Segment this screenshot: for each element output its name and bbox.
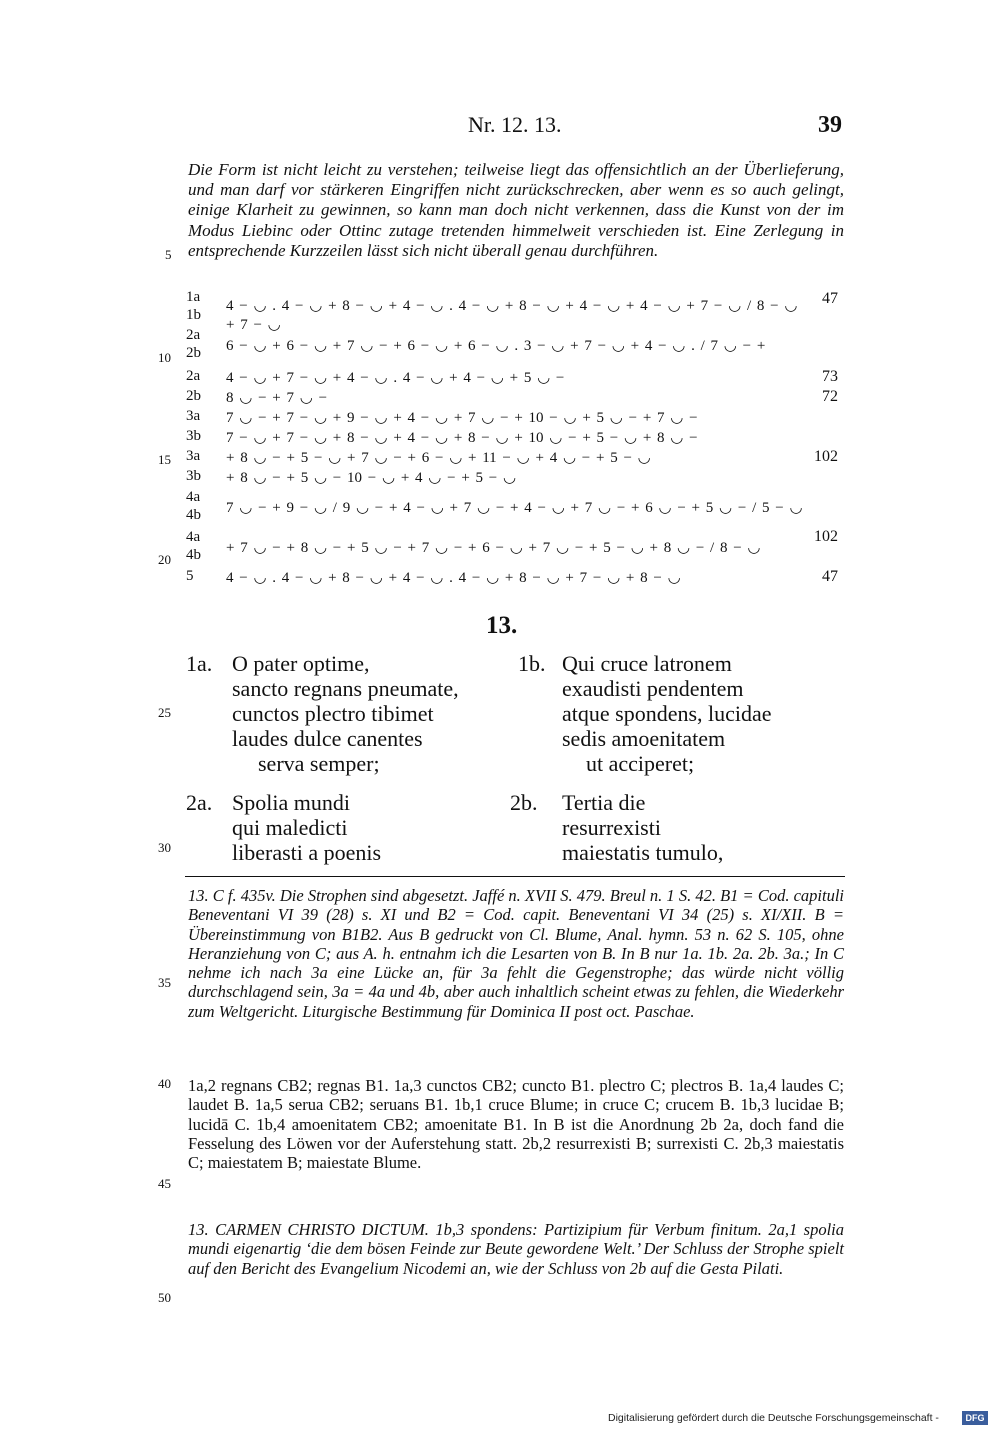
line-number: 20	[158, 552, 171, 567]
verse-line: maiestatis tumulo,	[562, 840, 724, 865]
apparatus-note: 13. C f. 435v. Die Strophen sind abgesetzt. Jaffé n. XVII S. 479. Breul n. 1 S. 42. B1 = Cod. capituli Beneventani VI 39 (28) s. XI und B2 = Cod. capit. Beneventani VI 34 (25) s. XI/XII. B = Übereinstimmung von B1B2. Aus B gedruckt von Cl. Blume, Anal. hymn. 53 n. 62 S. 105, ohne Heranziehung von C; aus A. h. entnahm ich die Lesarten von B. In B nur 1a. 1b. 2a. 2b. 3a.; In C nehme ich nach 3a eine Lücke an, für 3a fehlt die Gegenstrophe; das würde nicht völlig durchschlagend sein, 3a = 4a und 4b, aber auch inhaltlich scheint etwas zu fehlen, die Wiederkehr zum Weltgericht. Liturgische Bestimmung für Dominica II post oct. Paschae.	[188, 886, 844, 1021]
scheme-label: 2a	[186, 368, 201, 384]
stanza-mark: 1a.	[186, 651, 213, 676]
verse-line: exaudisti pendentem	[562, 676, 744, 701]
verse-line: atque spondens, lucidae	[562, 701, 772, 726]
scheme-count: 102	[814, 528, 838, 545]
section-number: 13.	[486, 612, 518, 639]
scheme-row: 7 − ◡ + 7 − ◡ + 8 − ◡ + 4 − ◡ + 8 − ◡ + 10 ◡ − + 5 − ◡ + 8 ◡ −	[226, 430, 698, 446]
line-number: 25	[158, 705, 171, 720]
verse-line: liberasti a poenis	[232, 840, 382, 865]
scheme-count: 72	[822, 388, 838, 405]
verse-line: Spolia mundi	[232, 790, 350, 815]
verse-line: resurrexisti	[562, 815, 661, 840]
intro-paragraph: Die Form ist nicht leicht zu verstehen; teilweise liegt das offensichtlich an der Überlieferung, und man darf vor stärkeren Eingriffen nicht zurückschrecken, aber wenn es so auch gelingt, einige Klarheit zu gewinnen, so kann man doch nicht verkennen, dass die Kunst von der im Modus Liebinc oder Ottinc zutage tretenden himmelweit verschieden ist. Eine Zerlegung in entsprechende Kurzzeilen lässt sich nicht überall genau durchführen.	[188, 160, 844, 260]
line-number: 50	[158, 1290, 171, 1305]
stanza-mark: 2a.	[186, 790, 213, 815]
line-number: 15	[158, 452, 171, 467]
verse-line: qui maledicti	[232, 815, 348, 840]
scheme-label: 5	[186, 568, 194, 584]
divider	[185, 876, 845, 877]
scheme-row: 8 ◡ − + 7 ◡ −	[226, 390, 328, 406]
commentary-note: 13. CARMEN CHRISTO DICTUM. 1b,3 spondens: Partizipium für Verbum finitum. 2a,1 spolia mundi eigenartig ‘die dem bösen Feinde zur Beute gewordene Welt.’ Der Schluss der Strophe spielt auf den Bericht des Evangelium Nicodemi an, wie der Schluss von 2b auf die Gesta Pilati.	[188, 1220, 844, 1278]
stanza-mark: 2b.	[510, 790, 538, 815]
scheme-label: 2a 2b	[186, 327, 201, 361]
running-header: Nr. 12. 13.	[468, 112, 562, 137]
verse-line: Tertia die	[562, 790, 646, 815]
scheme-row: 7 ◡ − + 9 − ◡ / 9 ◡ − + 4 − ◡ + 7 ◡ − + 4 − ◡ + 7 ◡ − + 6 ◡ − + 5 ◡ − / 5 − ◡	[226, 500, 803, 516]
scheme-label: 3a	[186, 408, 201, 424]
scheme-label: 4a 4b	[186, 489, 201, 523]
scheme-label: 3a	[186, 448, 201, 464]
line-number: 30	[158, 840, 171, 855]
line-number: 45	[158, 1176, 171, 1191]
dfg-logo: DFG	[962, 1411, 988, 1425]
line-number: 40	[158, 1076, 171, 1091]
verse-line: Qui cruce latronem	[562, 651, 732, 676]
scheme-label: 3b	[186, 428, 201, 444]
scheme-count: 47	[822, 290, 838, 307]
scheme-row: 4 − ◡ . 4 − ◡ + 8 − ◡ + 4 − ◡ . 4 − ◡ + 8 − ◡ + 4 − ◡ + 4 − ◡ + 7 − ◡ / 8 − ◡ + 7 − ◡	[226, 298, 798, 333]
digitization-credit: Digitalisierung gefördert durch die Deutsche Forschungsgemeinschaft -	[608, 1412, 939, 1424]
page-number: 39	[818, 112, 842, 138]
verse-line: sancto regnans pneumate,	[232, 676, 459, 701]
scheme-label: 3b	[186, 468, 201, 484]
scheme-count: 73	[822, 368, 838, 385]
verse-line: serva semper;	[258, 751, 380, 776]
verse-line: O pater optime,	[232, 651, 370, 676]
scheme-row: 4 − ◡ . 4 − ◡ + 8 − ◡ + 4 − ◡ . 4 − ◡ + 8 − ◡ + 7 − ◡ + 8 − ◡	[226, 570, 681, 586]
apparatus-variants: 1a,2 regnans CB2; regnas B1. 1a,3 cunctos CB2; cuncto B1. plectro C; plectros B. 1a,4 laudes C; laudet B. 1a,5 serua CB2; seruans B1. 1b,1 cruce Blume; in cruce C; crucem B. 1b,3 lucidae B; lucidā C. 1b,4 amoenitatem CB2; amoenitate B1. In B ist die Anordnung 2b 2a, doch fand die Fesselung des Löwen vor der Auferstehung statt. 2b,2 resurrexisti B; surrexisti C. 2b,3 maiestatis C; maiestatem B; maiestate Blume.	[188, 1076, 844, 1173]
scheme-row: + 8 ◡ − + 5 − ◡ + 7 ◡ − + 6 − ◡ + 11 − ◡ + 4 ◡ − + 5 − ◡	[226, 450, 651, 466]
scheme-row: 4 − ◡ + 7 − ◡ + 4 − ◡ . 4 − ◡ + 4 − ◡ + 5 ◡ −	[226, 370, 565, 386]
verse-line: ut acciperet;	[586, 751, 695, 776]
verse-line: cunctos plectro tibimet	[232, 701, 434, 726]
scheme-count: 47	[822, 568, 838, 585]
verse-line: sedis amoenitatem	[562, 726, 726, 751]
verse-line: laudes dulce canentes	[232, 726, 423, 751]
scheme-row: 6 − ◡ + 6 − ◡ + 7 ◡ − + 6 − ◡ + 6 − ◡ . 3 − ◡ + 7 − ◡ + 4 − ◡ . / 7 ◡ − +	[226, 338, 766, 354]
scheme-label: 4a 4b	[186, 529, 201, 563]
scheme-row: + 7 ◡ − + 8 ◡ − + 5 ◡ − + 7 ◡ − + 6 − ◡ + 7 ◡ − + 5 − ◡ + 8 ◡ − / 8 − ◡	[226, 540, 761, 556]
line-number: 10	[158, 350, 171, 365]
stanza-mark: 1b.	[518, 651, 546, 676]
line-number: 35	[158, 975, 171, 990]
scheme-row: 7 ◡ − + 7 − ◡ + 9 − ◡ + 4 − ◡ + 7 ◡ − + 10 − ◡ + 5 ◡ − + 7 ◡ −	[226, 410, 698, 426]
scheme-row: + 8 ◡ − + 5 ◡ − 10 − ◡ + 4 ◡ − + 5 − ◡	[226, 470, 517, 486]
scheme-label: 2b	[186, 388, 201, 404]
scheme-count: 102	[814, 448, 838, 465]
scheme-label: 1a 1b	[186, 289, 201, 323]
line-number: 5	[165, 247, 172, 262]
